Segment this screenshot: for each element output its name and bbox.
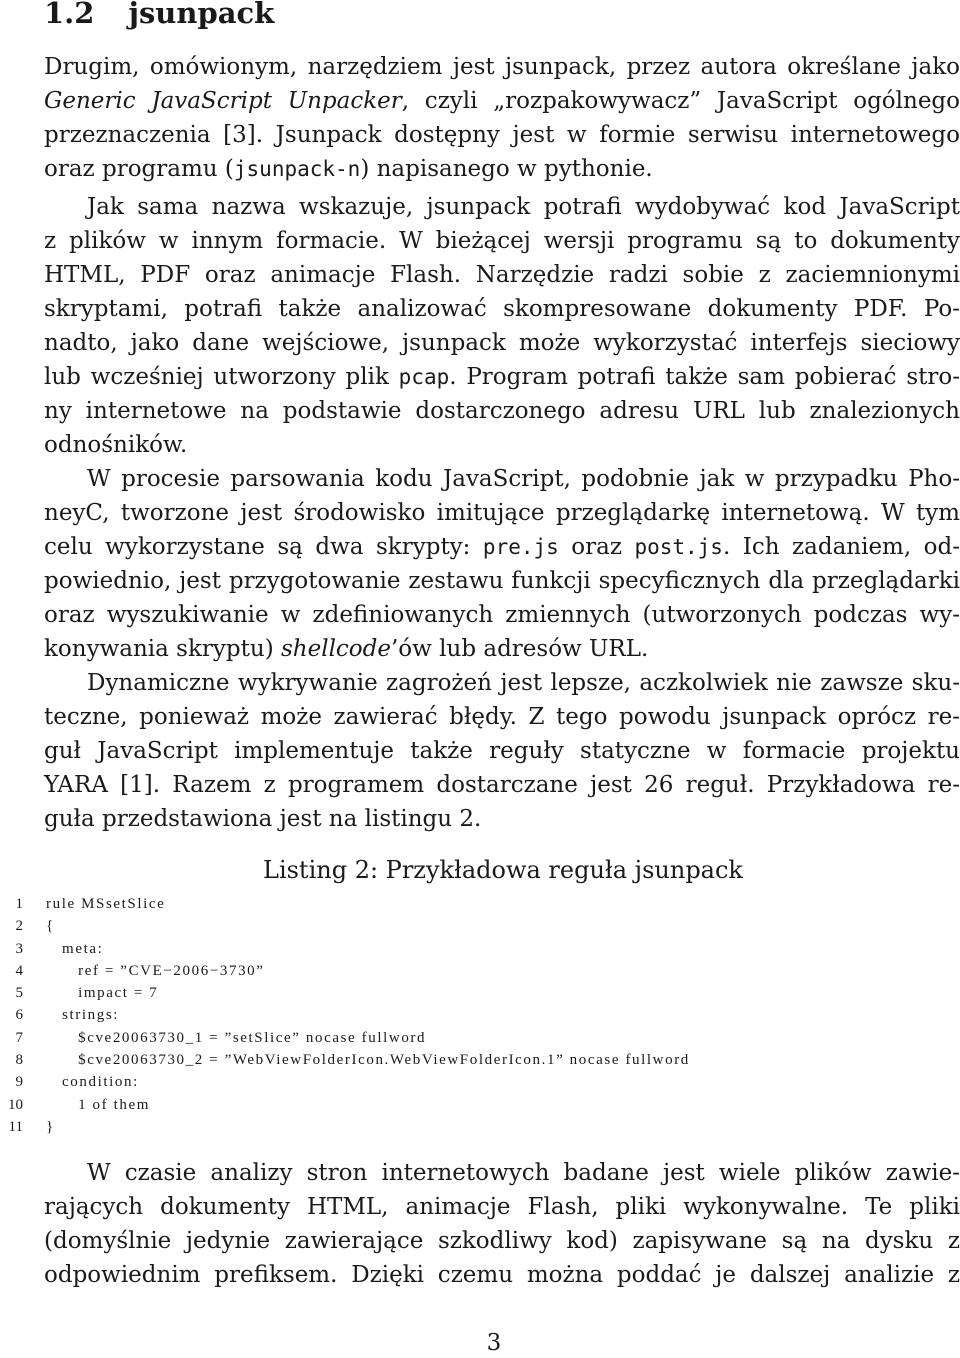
text-segment: ny internetowe na podstawie dostarczonego adresu URL lub znalezionych bbox=[44, 398, 960, 424]
code-text: $cve20063730_2 = ”WebViewFolderIcon.WebViewFolderIcon.1” nocase fullword bbox=[46, 1052, 690, 1069]
text-segment: neyC, tworzone jest środowisko imitujące przeglądarkę internetową. W tym bbox=[44, 500, 960, 526]
page-number: 3 bbox=[486, 1330, 502, 1356]
listing-line bbox=[0, 938, 960, 960]
line-number: 8 bbox=[15, 1052, 23, 1069]
code-text: meta: bbox=[46, 940, 104, 957]
text-line bbox=[44, 496, 960, 530]
line-number: 1 bbox=[15, 896, 23, 912]
text-segment: z plików w innym formacie. W bieżącej wersji programu są to dokumenty bbox=[44, 228, 960, 254]
text-line bbox=[44, 598, 960, 632]
line-number: 9 bbox=[15, 1074, 23, 1091]
listing-line bbox=[0, 1004, 960, 1026]
text-line bbox=[44, 190, 960, 224]
text-line bbox=[44, 462, 960, 496]
text-segment: lub wcześniej utworzony plik bbox=[44, 364, 399, 390]
text-line bbox=[44, 802, 960, 836]
listing-caption: Listing 2: Przykładowa reguła jsunpack bbox=[263, 856, 743, 884]
text-segment: oraz wyszukiwanie w zdefiniowanych zmiennych (utworzonych podczas wy- bbox=[44, 602, 960, 628]
listing-line bbox=[0, 915, 960, 937]
text-line bbox=[44, 700, 960, 734]
emphasis: shellcode bbox=[280, 636, 391, 662]
text-segment: ) napisanego w pythonie. bbox=[360, 156, 653, 182]
line-number: 4 bbox=[15, 962, 23, 979]
line-number: 6 bbox=[15, 1007, 23, 1024]
text-line bbox=[44, 1156, 960, 1190]
section-heading bbox=[44, 0, 274, 30]
line-number: 11 bbox=[8, 1118, 23, 1135]
paragraph bbox=[44, 190, 960, 462]
text-segment: Jak sama nazwa wskazuje, jsunpack potrafi wydobywać kod JavaScript bbox=[87, 194, 960, 220]
paragraph bbox=[44, 50, 960, 186]
listing-line bbox=[0, 1116, 960, 1138]
code-text: strings: bbox=[46, 1007, 120, 1024]
text-segment: guła przedstawiona jest na listingu 2. bbox=[44, 806, 482, 832]
text-line bbox=[44, 152, 960, 186]
listing-line bbox=[0, 1071, 960, 1093]
text-line bbox=[44, 394, 960, 428]
text-segment: odpowiednim prefiksem. Dzięki czemu można poddać je dalszej analizie z bbox=[44, 1262, 960, 1288]
text-segment: rających dokumenty HTML, animacje Flash, pliki wykonywalne. Te pliki bbox=[44, 1194, 960, 1220]
text-line bbox=[44, 84, 960, 118]
listing-line bbox=[0, 1049, 960, 1071]
inline-code: pre.js bbox=[482, 535, 559, 559]
code-text: 1 of them bbox=[46, 1096, 150, 1113]
inline-code: jsunpack-n bbox=[233, 157, 361, 181]
code-listing bbox=[0, 893, 960, 1138]
text-segment: ’ów lub adresów URL. bbox=[391, 636, 649, 662]
text-line bbox=[44, 428, 960, 462]
code-text: rule MSsetSlice bbox=[46, 896, 166, 912]
text-line bbox=[44, 224, 960, 258]
text-segment: oraz programu ( bbox=[44, 156, 234, 182]
text-segment: W procesie parsowania kodu JavaScript, podobnie jak w przypadku Pho- bbox=[87, 466, 960, 492]
line-number: 2 bbox=[15, 918, 23, 935]
text-segment: , czyli „rozpakowywacz” JavaScript ogólnego bbox=[401, 88, 960, 114]
text-segment: celu wykorzystane są dwa skrypty: bbox=[44, 534, 483, 560]
text-line bbox=[44, 118, 960, 152]
section-number: 1.2 bbox=[44, 0, 95, 30]
text-segment: oraz bbox=[558, 534, 635, 560]
text-line bbox=[44, 292, 960, 326]
text-segment: . Program potrafi także sam pobierać stro- bbox=[449, 364, 960, 390]
text-line bbox=[44, 564, 960, 598]
text-line bbox=[44, 1258, 960, 1292]
line-number: 10 bbox=[8, 1096, 23, 1113]
text-segment: teczne, ponieważ może zawierać błędy. Z tego powodu jsunpack oprócz re- bbox=[44, 704, 960, 730]
section-title: jsunpack bbox=[128, 0, 275, 30]
text-segment: guł JavaScript implementuje także reguły statyczne w formacie projektu bbox=[44, 738, 960, 764]
paragraph bbox=[44, 462, 960, 666]
paragraph bbox=[44, 666, 960, 836]
code-text: condition: bbox=[46, 1074, 139, 1091]
inline-code: post.js bbox=[634, 535, 723, 559]
inline-code: pcap bbox=[398, 365, 450, 389]
code-text: impact = 7 bbox=[46, 985, 159, 1002]
line-number: 5 bbox=[15, 985, 23, 1002]
listing-line bbox=[0, 982, 960, 1004]
listing-line bbox=[0, 893, 960, 915]
text-segment: nadto, jako dane wejściowe, jsunpack może wykorzystać interfejs sieciowy bbox=[44, 330, 960, 356]
text-segment: (domyślnie jedynie zawierające szkodliwy kod) zapisywane są na dysku z bbox=[44, 1228, 960, 1254]
text-line bbox=[44, 1190, 960, 1224]
code-text: $cve20063730_1 = ”setSlice” nocase fullword bbox=[46, 1029, 427, 1046]
emphasis: Generic JavaScript Unpacker bbox=[44, 88, 402, 114]
paragraph bbox=[44, 1156, 960, 1292]
text-line bbox=[44, 734, 960, 768]
text-segment: W czasie analizy stron internetowych badane jest wiele plików zawie- bbox=[87, 1160, 960, 1186]
text-segment: Dynamiczne wykrywanie zagrożeń jest lepsze, aczkolwiek nie zawsze sku- bbox=[87, 670, 960, 696]
text-segment: . Ich zadaniem, od- bbox=[722, 534, 960, 560]
listing-line bbox=[0, 1094, 960, 1116]
code-text: ref = ”CVE−2006−3730” bbox=[46, 962, 265, 979]
line-number: 7 bbox=[15, 1029, 23, 1046]
text-segment: YARA [1]. Razem z programem dostarczane jest 26 reguł. Przykładowa re- bbox=[44, 772, 960, 798]
text-segment: HTML, PDF oraz animacje Flash. Narzędzie radzi sobie z zaciemnionymi bbox=[44, 262, 960, 288]
text-line bbox=[44, 530, 960, 564]
text-line bbox=[44, 326, 960, 360]
text-segment: przeznaczenia [3]. Jsunpack dostępny jest w formie serwisu internetowego bbox=[44, 122, 960, 148]
text-segment: powiednio, jest przygotowanie zestawu funkcji specyficznych dla przeglądarki bbox=[44, 568, 960, 594]
text-segment: odnośników. bbox=[44, 432, 188, 458]
text-line bbox=[44, 666, 960, 700]
text-line bbox=[44, 50, 960, 84]
text-segment: skryptami, potrafi także analizować skompresowane dokumenty PDF. Po- bbox=[44, 296, 960, 322]
text-segment: Drugim, omówionym, narzędziem jest jsunpack, przez autora określane jako bbox=[44, 54, 960, 80]
text-line bbox=[44, 768, 960, 802]
code-text: { bbox=[46, 918, 55, 935]
text-line bbox=[44, 360, 960, 394]
code-text: } bbox=[46, 1118, 55, 1135]
listing-line bbox=[0, 960, 960, 982]
listing-line bbox=[0, 1027, 960, 1049]
text-line bbox=[44, 258, 960, 292]
text-line bbox=[44, 632, 960, 666]
text-segment: konywania skryptu) bbox=[44, 636, 281, 662]
text-line bbox=[44, 1224, 960, 1258]
line-number: 3 bbox=[15, 940, 23, 957]
